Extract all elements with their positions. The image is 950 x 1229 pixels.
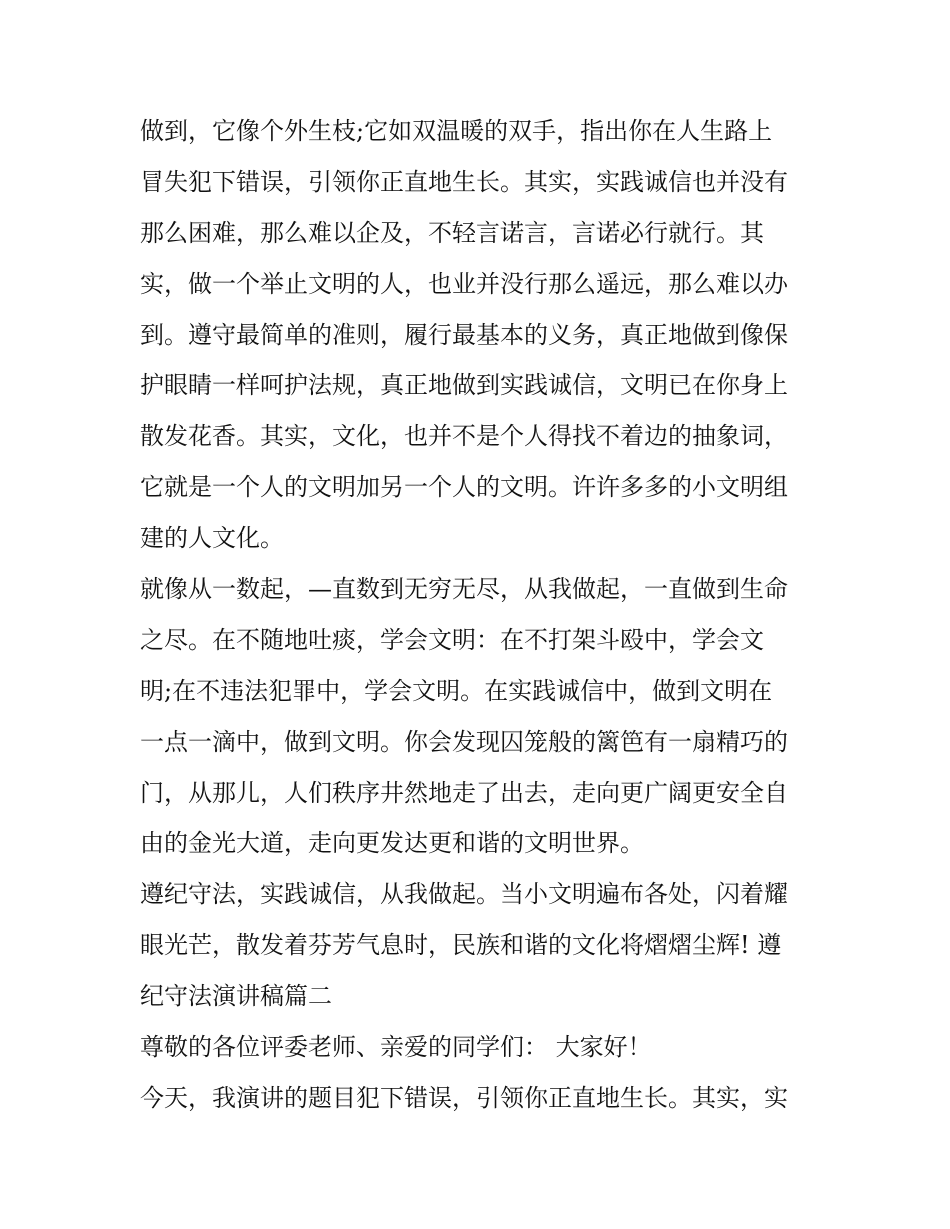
- text-line: 散发花香。其实，文化，也并不是个人得找不着边的抽象词，: [140, 422, 788, 451]
- text-line: 门，从那儿，人们秩序井然地走了出去，走向更广阔更安全自: [140, 778, 788, 807]
- text-line: 它就是一个人的文明加另一个人的文明。许许多多的小文明组: [140, 473, 788, 502]
- text-line: 由的金光大道，走向更发达更和谐的文明世界。: [140, 829, 644, 858]
- text-line: 今天，我演讲的题目犯下错误，引领你正直地生长。其实，实: [140, 1083, 788, 1112]
- document-page: [140, 106, 812, 1124]
- text-line: 护眼睛一样呵护法规，真正地做到实践诚信，文明已在你身上: [140, 371, 788, 400]
- text-line: 建的人文化。: [140, 524, 284, 553]
- text-line: 尊敬的各位评委老师、亲爱的同学们： 大家好！: [140, 1033, 652, 1062]
- text-line: 做到，它像个外生枝;它如双温暖的双手，指出你在人生路上: [140, 117, 773, 145]
- text-line: 明;在不违法犯罪中，学会文明。在实践诚信中，做到文明在: [140, 676, 773, 705]
- text-line: 之尽。在不随地吐痰，学会文明：在不打架斗殴中，学会文: [140, 625, 764, 654]
- text-line: 实，做一个举止文明的人，也业并没行那么遥远，那么难以办: [140, 269, 788, 298]
- text-line: 到。遵守最简单的准则，履行最基本的义务，真正地做到像保: [140, 320, 788, 349]
- text-line: 那么困难，那么难以企及，不轻言诺言，言诺必行就行。其: [140, 218, 764, 247]
- text-line: 冒失犯下错误，引领你正直地生长。其实，实践诚信也并没有: [140, 167, 788, 196]
- text-line: 就像从一数起，—直数到无穷无尽，从我做起，一直做到生命: [140, 575, 788, 604]
- text-line: 一点一滴中，做到文明。你会发现囚笼般的篱笆有一扇精巧的: [140, 727, 788, 756]
- text-line: 遵纪守法，实践诚信，从我做起。当小文明遍布各处，闪着耀: [140, 880, 788, 909]
- text-line: 眼光芒，散发着芬芳气息时，民族和谐的文化将熠熠尘辉! 遵: [140, 931, 782, 960]
- text-line: 纪守法演讲稿篇二: [140, 982, 332, 1011]
